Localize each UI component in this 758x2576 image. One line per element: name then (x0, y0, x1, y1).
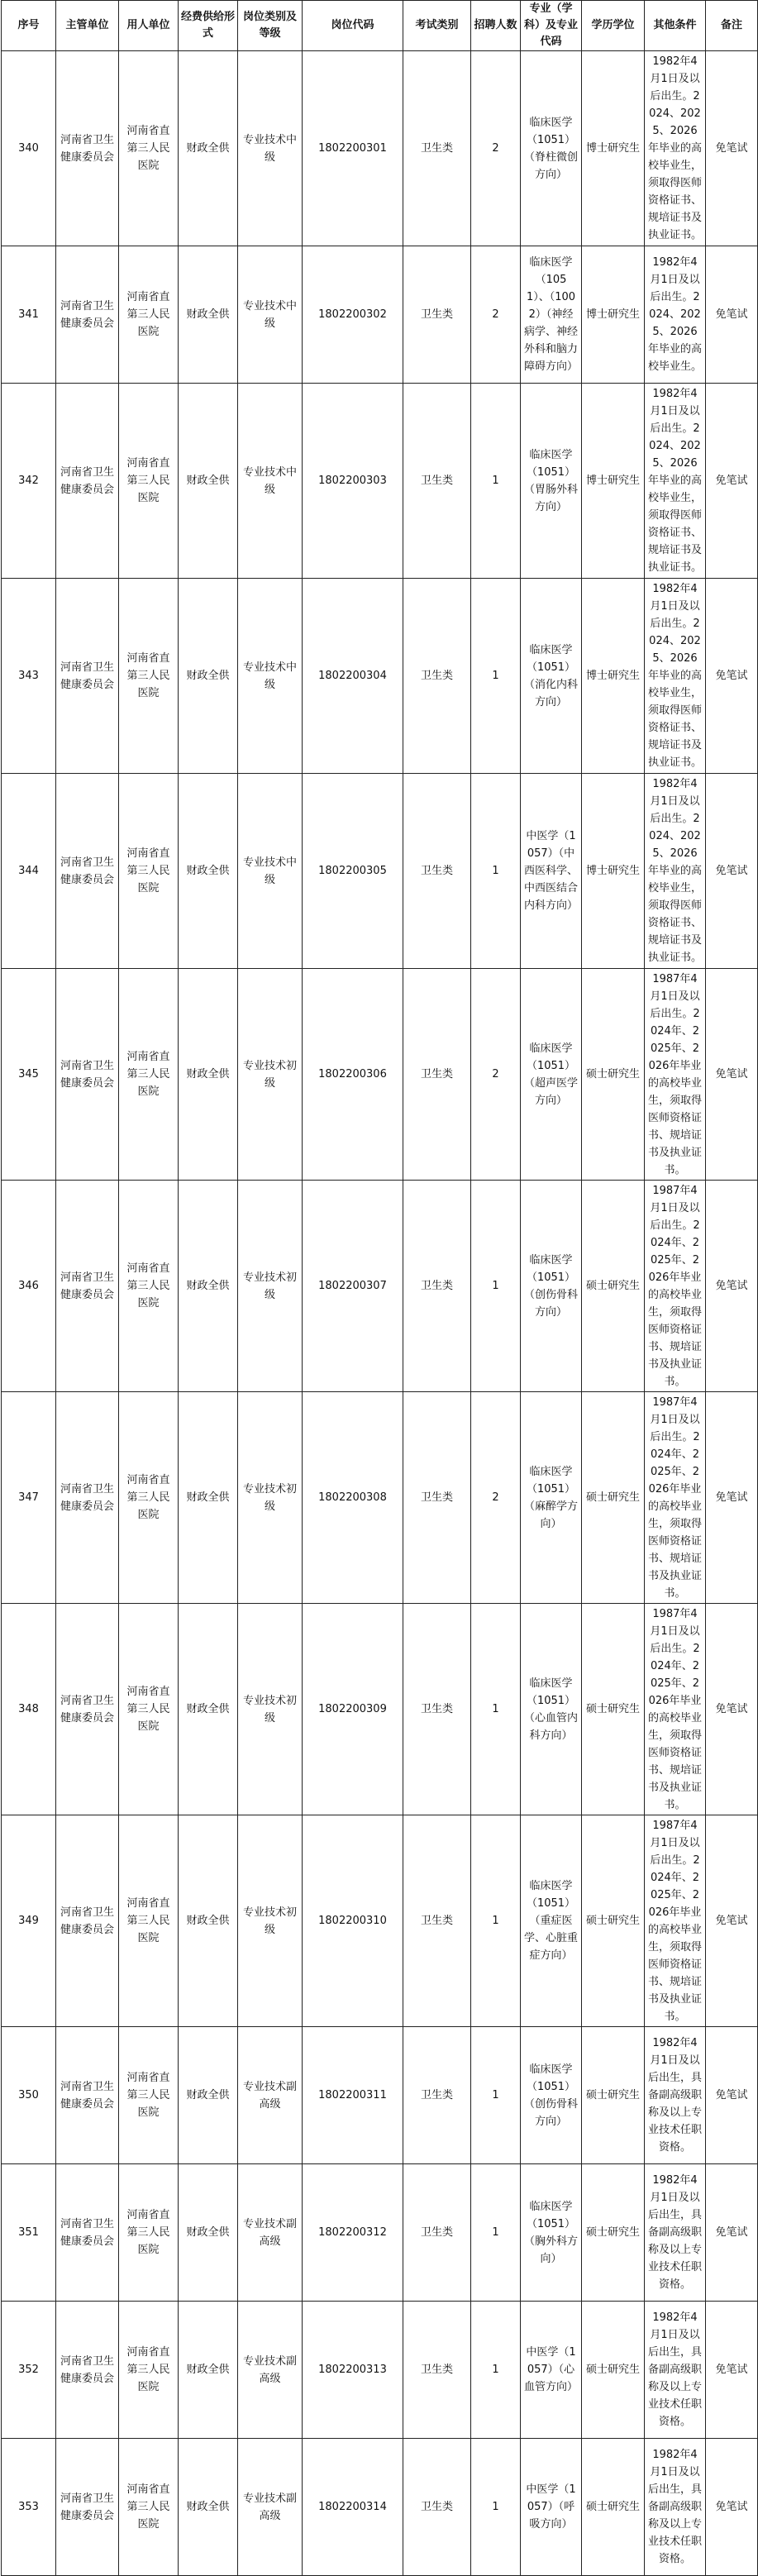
note-cell: 免笔试 (706, 1604, 758, 1815)
fund-cell: 财政全供 (179, 969, 238, 1181)
exam-cell: 卫生类 (403, 1392, 471, 1604)
table-row (2, 969, 758, 1181)
header-cell: 用人单位 (119, 1, 179, 51)
major-cell: 临床医学（1051）（重症医学、心脏重症方向） (521, 1815, 582, 2027)
unit-cell: 河南省直第三人民医院 (119, 1604, 179, 1815)
exam-cell: 卫生类 (403, 51, 471, 246)
header-cell: 考试类别 (403, 1, 471, 51)
exam-cell: 卫生类 (403, 2027, 471, 2164)
unit-cell: 河南省直第三人民医院 (119, 969, 179, 1181)
count-cell: 1 (471, 2302, 521, 2439)
count-cell: 2 (471, 1392, 521, 1604)
seq-cell: 345 (2, 969, 56, 1181)
category-cell: 专业技术中级 (238, 384, 303, 579)
seq-cell: 352 (2, 2302, 56, 2439)
dept-cell: 河南省卫生健康委员会 (56, 2302, 119, 2439)
seq-cell: 342 (2, 384, 56, 579)
dept-cell: 河南省卫生健康委员会 (56, 1181, 119, 1392)
major-cell: 临床医学（1051）（消化内科方向） (521, 579, 582, 774)
code-cell: 1802200312 (303, 2164, 403, 2302)
degree-cell: 博士研究生 (582, 384, 645, 579)
conditions-cell: 1987年4月1日及以后出生。2024年、2025年、2026年毕业的高校毕业生，须取得医师资格证书、规培证书及执业证书。 (645, 1604, 706, 1815)
exam-cell: 卫生类 (403, 2439, 471, 2576)
table-row (2, 2439, 758, 2576)
count-cell: 1 (471, 384, 521, 579)
conditions-cell: 1987年4月1日及以后出生。2024年、2025年、2026年毕业的高校毕业生，须取得医师资格证书、规培证书及执业证书。 (645, 1815, 706, 2027)
unit-cell: 河南省直第三人民医院 (119, 774, 179, 969)
conditions-cell: 1982年4月1日及以后出生。2024、2025、2026年毕业的高校毕业生，须取得医师资格证书、规培证书及执业证书。 (645, 384, 706, 579)
note-cell: 免笔试 (706, 246, 758, 384)
seq-cell: 346 (2, 1181, 56, 1392)
code-cell: 1802200310 (303, 1815, 403, 2027)
exam-cell: 卫生类 (403, 1181, 471, 1392)
seq-cell: 344 (2, 774, 56, 969)
fund-cell: 财政全供 (179, 2164, 238, 2302)
fund-cell: 财政全供 (179, 1181, 238, 1392)
table-row (2, 384, 758, 579)
table-row (2, 774, 758, 969)
fund-cell: 财政全供 (179, 774, 238, 969)
degree-cell: 博士研究生 (582, 51, 645, 246)
note-cell: 免笔试 (706, 579, 758, 774)
unit-cell: 河南省直第三人民医院 (119, 1181, 179, 1392)
unit-cell: 河南省直第三人民医院 (119, 384, 179, 579)
fund-cell: 财政全供 (179, 1815, 238, 2027)
dept-cell: 河南省卫生健康委员会 (56, 774, 119, 969)
fund-cell: 财政全供 (179, 579, 238, 774)
note-cell: 免笔试 (706, 2439, 758, 2576)
fund-cell: 财政全供 (179, 246, 238, 384)
seq-cell: 349 (2, 1815, 56, 2027)
count-cell: 1 (471, 2439, 521, 2576)
note-cell: 免笔试 (706, 384, 758, 579)
seq-cell: 350 (2, 2027, 56, 2164)
major-cell: 临床医学（1051）（创伤骨科方向） (521, 2027, 582, 2164)
count-cell: 2 (471, 246, 521, 384)
degree-cell: 硕士研究生 (582, 2164, 645, 2302)
unit-cell: 河南省直第三人民医院 (119, 579, 179, 774)
category-cell: 专业技术副高级 (238, 2027, 303, 2164)
major-cell: 中医学（1057）（心血管方向） (521, 2302, 582, 2439)
header-cell: 招聘人数 (471, 1, 521, 51)
category-cell: 专业技术初级 (238, 1392, 303, 1604)
unit-cell: 河南省直第三人民医院 (119, 2164, 179, 2302)
degree-cell: 硕士研究生 (582, 1181, 645, 1392)
code-cell: 1802200304 (303, 579, 403, 774)
degree-cell: 硕士研究生 (582, 2439, 645, 2576)
count-cell: 2 (471, 51, 521, 246)
category-cell: 专业技术初级 (238, 1604, 303, 1815)
note-cell: 免笔试 (706, 1392, 758, 1604)
dept-cell: 河南省卫生健康委员会 (56, 246, 119, 384)
count-cell: 1 (471, 1604, 521, 1815)
exam-cell: 卫生类 (403, 969, 471, 1181)
code-cell: 1802200313 (303, 2302, 403, 2439)
note-cell: 免笔试 (706, 2302, 758, 2439)
major-cell: 临床医学（1051）（心血管内科方向） (521, 1604, 582, 1815)
degree-cell: 博士研究生 (582, 246, 645, 384)
conditions-cell: 1982年4月1日及以后出生。2024、2025、2026年毕业的高校毕业生。 (645, 246, 706, 384)
major-cell: 临床医学（1051）（麻醉学方向） (521, 1392, 582, 1604)
table-row (2, 1815, 758, 2027)
fund-cell: 财政全供 (179, 51, 238, 246)
table-header-row (2, 1, 758, 51)
header-cell: 序号 (2, 1, 56, 51)
seq-cell: 351 (2, 2164, 56, 2302)
dept-cell: 河南省卫生健康委员会 (56, 969, 119, 1181)
exam-cell: 卫生类 (403, 1604, 471, 1815)
major-cell: 临床医学（1051）（胸外科方向） (521, 2164, 582, 2302)
category-cell: 专业技术中级 (238, 51, 303, 246)
fund-cell: 财政全供 (179, 2302, 238, 2439)
unit-cell: 河南省直第三人民医院 (119, 1815, 179, 2027)
category-cell: 专业技术副高级 (238, 2439, 303, 2576)
note-cell: 免笔试 (706, 51, 758, 246)
note-cell: 免笔试 (706, 1815, 758, 2027)
degree-cell: 博士研究生 (582, 579, 645, 774)
seq-cell: 347 (2, 1392, 56, 1604)
header-cell: 专业（学科）及专业代码 (521, 1, 582, 51)
unit-cell: 河南省直第三人民医院 (119, 1392, 179, 1604)
count-cell: 1 (471, 2164, 521, 2302)
table-row (2, 579, 758, 774)
conditions-cell: 1982年4月1日及以后出生，具备副高级职称及以上专业技术任职资格。 (645, 2439, 706, 2576)
seq-cell: 340 (2, 51, 56, 246)
table-row (2, 2027, 758, 2164)
code-cell: 1802200303 (303, 384, 403, 579)
conditions-cell: 1982年4月1日及以后出生。2024、2025、2026年毕业的高校毕业生，须取得医师资格证书、规培证书及执业证书。 (645, 774, 706, 969)
table-row (2, 1604, 758, 1815)
count-cell: 1 (471, 579, 521, 774)
dept-cell: 河南省卫生健康委员会 (56, 1392, 119, 1604)
dept-cell: 河南省卫生健康委员会 (56, 384, 119, 579)
degree-cell: 硕士研究生 (582, 2302, 645, 2439)
dept-cell: 河南省卫生健康委员会 (56, 579, 119, 774)
header-cell: 经费供给形式 (179, 1, 238, 51)
unit-cell: 河南省直第三人民医院 (119, 2439, 179, 2576)
conditions-cell: 1982年4月1日及以后出生，具备副高级职称及以上专业技术任职资格。 (645, 2302, 706, 2439)
major-cell: 临床医学（1051）、（1002）（神经病学、神经外科和脑力障碍方向） (521, 246, 582, 384)
recruitment-table (1, 0, 758, 2576)
exam-cell: 卫生类 (403, 774, 471, 969)
seq-cell: 348 (2, 1604, 56, 1815)
degree-cell: 博士研究生 (582, 774, 645, 969)
code-cell: 1802200308 (303, 1392, 403, 1604)
conditions-cell: 1987年4月1日及以后出生。2024年、2025年、2026年毕业的高校毕业生，须取得医师资格证书、规培证书及执业证书。 (645, 1392, 706, 1604)
code-cell: 1802200309 (303, 1604, 403, 1815)
count-cell: 2 (471, 969, 521, 1181)
exam-cell: 卫生类 (403, 384, 471, 579)
degree-cell: 硕士研究生 (582, 969, 645, 1181)
unit-cell: 河南省直第三人民医院 (119, 2302, 179, 2439)
conditions-cell: 1982年4月1日及以后出生，具备副高级职称及以上专业技术任职资格。 (645, 2027, 706, 2164)
dept-cell: 河南省卫生健康委员会 (56, 51, 119, 246)
degree-cell: 硕士研究生 (582, 1815, 645, 2027)
table-row (2, 1392, 758, 1604)
table-row (2, 1181, 758, 1392)
dept-cell: 河南省卫生健康委员会 (56, 2439, 119, 2576)
category-cell: 专业技术副高级 (238, 2164, 303, 2302)
conditions-cell: 1982年4月1日及以后出生，具备副高级职称及以上专业技术任职资格。 (645, 2164, 706, 2302)
dept-cell: 河南省卫生健康委员会 (56, 1604, 119, 1815)
unit-cell: 河南省直第三人民医院 (119, 51, 179, 246)
code-cell: 1802200305 (303, 774, 403, 969)
conditions-cell: 1982年4月1日及以后出生。2024、2025、2026年毕业的高校毕业生，须取得医师资格证书、规培证书及执业证书。 (645, 579, 706, 774)
table-body (2, 51, 758, 2576)
table-row (2, 246, 758, 384)
code-cell: 1802200307 (303, 1181, 403, 1392)
count-cell: 1 (471, 1815, 521, 2027)
header-cell: 岗位代码 (303, 1, 403, 51)
dept-cell: 河南省卫生健康委员会 (56, 2164, 119, 2302)
category-cell: 专业技术副高级 (238, 2302, 303, 2439)
fund-cell: 财政全供 (179, 1392, 238, 1604)
category-cell: 专业技术初级 (238, 1181, 303, 1392)
category-cell: 专业技术中级 (238, 246, 303, 384)
dept-cell: 河南省卫生健康委员会 (56, 2027, 119, 2164)
header-cell: 备注 (706, 1, 758, 51)
category-cell: 专业技术初级 (238, 1815, 303, 2027)
degree-cell: 硕士研究生 (582, 1392, 645, 1604)
code-cell: 1802200306 (303, 969, 403, 1181)
conditions-cell: 1987年4月1日及以后出生。2024年、2025年、2026年毕业的高校毕业生，须取得医师资格证书、规培证书及执业证书。 (645, 969, 706, 1181)
conditions-cell: 1982年4月1日及以后出生。2024、2025、2026年毕业的高校毕业生，须取得医师资格证书、规培证书及执业证书。 (645, 51, 706, 246)
count-cell: 1 (471, 774, 521, 969)
fund-cell: 财政全供 (179, 1604, 238, 1815)
exam-cell: 卫生类 (403, 2164, 471, 2302)
table-row (2, 2164, 758, 2302)
note-cell: 免笔试 (706, 774, 758, 969)
degree-cell: 硕士研究生 (582, 1604, 645, 1815)
seq-cell: 343 (2, 579, 56, 774)
note-cell: 免笔试 (706, 1181, 758, 1392)
header-cell: 主管单位 (56, 1, 119, 51)
major-cell: 临床医学（1051）（胃肠外科方向） (521, 384, 582, 579)
note-cell: 免笔试 (706, 969, 758, 1181)
fund-cell: 财政全供 (179, 2027, 238, 2164)
exam-cell: 卫生类 (403, 246, 471, 384)
category-cell: 专业技术中级 (238, 774, 303, 969)
note-cell: 免笔试 (706, 2164, 758, 2302)
count-cell: 1 (471, 1181, 521, 1392)
dept-cell: 河南省卫生健康委员会 (56, 1815, 119, 2027)
table-row (2, 2302, 758, 2439)
unit-cell: 河南省直第三人民医院 (119, 2027, 179, 2164)
fund-cell: 财政全供 (179, 384, 238, 579)
degree-cell: 硕士研究生 (582, 2027, 645, 2164)
major-cell: 临床医学（1051）（创伤骨科方向） (521, 1181, 582, 1392)
code-cell: 1802200302 (303, 246, 403, 384)
note-cell: 免笔试 (706, 2027, 758, 2164)
major-cell: 中医学（1057）（中西医科学、中西医结合内科方向） (521, 774, 582, 969)
major-cell: 临床医学（1051）（脊柱微创方向） (521, 51, 582, 246)
category-cell: 专业技术初级 (238, 969, 303, 1181)
major-cell: 中医学（1057）（呼吸方向） (521, 2439, 582, 2576)
header-cell: 其他条件 (645, 1, 706, 51)
seq-cell: 341 (2, 246, 56, 384)
code-cell: 1802200314 (303, 2439, 403, 2576)
table-row (2, 51, 758, 246)
header-cell: 岗位类别及等级 (238, 1, 303, 51)
exam-cell: 卫生类 (403, 2302, 471, 2439)
major-cell: 临床医学（1051）（超声医学方向） (521, 969, 582, 1181)
code-cell: 1802200301 (303, 51, 403, 246)
count-cell: 1 (471, 2027, 521, 2164)
header-cell: 学历学位 (582, 1, 645, 51)
fund-cell: 财政全供 (179, 2439, 238, 2576)
unit-cell: 河南省直第三人民医院 (119, 246, 179, 384)
seq-cell: 353 (2, 2439, 56, 2576)
exam-cell: 卫生类 (403, 579, 471, 774)
exam-cell: 卫生类 (403, 1815, 471, 2027)
category-cell: 专业技术中级 (238, 579, 303, 774)
conditions-cell: 1987年4月1日及以后出生。2024年、2025年、2026年毕业的高校毕业生，须取得医师资格证书、规培证书及执业证书。 (645, 1181, 706, 1392)
code-cell: 1802200311 (303, 2027, 403, 2164)
